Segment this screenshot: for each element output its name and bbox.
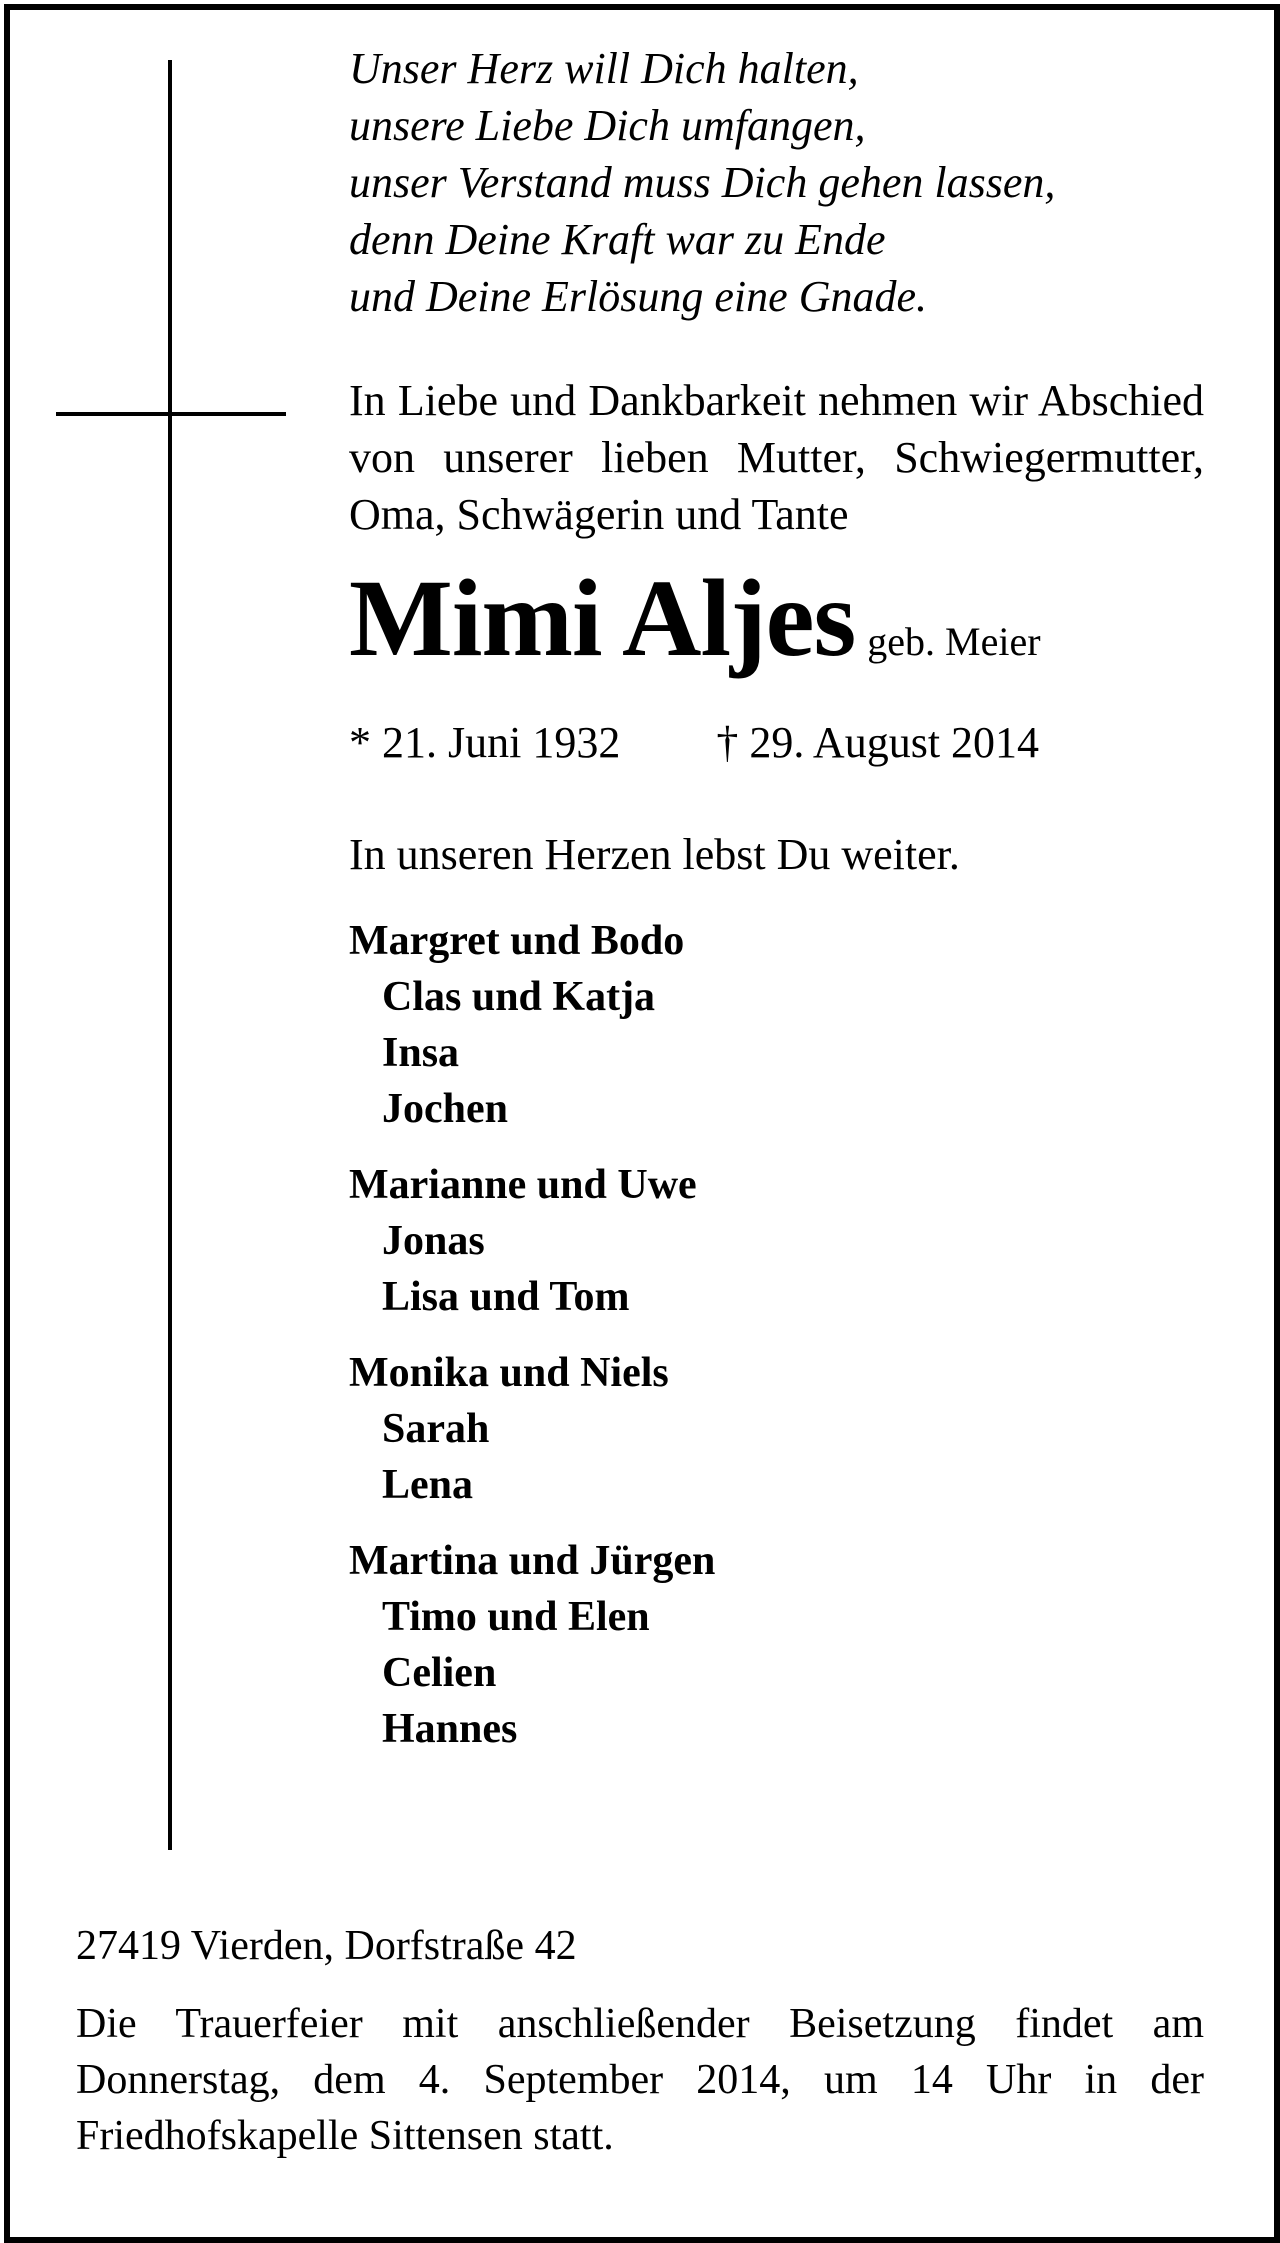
address: 27419 Vierden, Dorfstraße 42 [76, 1923, 577, 1969]
family-child: Celien [382, 1650, 497, 1696]
family-group [349, 1345, 1204, 1513]
family-child: Hannes [382, 1706, 518, 1752]
family-group [349, 1157, 1204, 1325]
intro-text: In Liebe und Dankbarkeit nehmen wir Abschied von unserer lieben Mutter, Schwiegermutter, Oma, Schwägerin und Tante [349, 376, 1204, 539]
mourners-list [349, 913, 1204, 1757]
poem-line: und Deine Erlösung eine Gnade. [349, 272, 927, 321]
poem-line: denn Deine Kraft war zu Ende [349, 215, 886, 264]
notice-footer [76, 1918, 1204, 2164]
birth-date: * 21. Juni 1932 [349, 718, 621, 767]
deceased-name-line [349, 557, 1204, 706]
poem [349, 40, 1204, 325]
family-parents: Margret und Bodo [349, 918, 685, 964]
family-child: Jonas [382, 1218, 485, 1264]
family-group [349, 913, 1204, 1137]
motto: In unseren Herzen lebst Du weiter. [349, 830, 960, 879]
ceremony-info: Die Trauerfeier mit anschließender Beisetzung findet am Donnerstag, dem 4. September 2014, um 14 Uhr in der Friedhofskapelle Sittensen statt. [76, 2001, 1204, 2159]
maiden-name: geb. Meier [867, 619, 1041, 664]
poem-line: unser Verstand muss Dich gehen lassen, [349, 158, 1056, 207]
notice-main-column [349, 40, 1204, 1777]
poem-line: Unser Herz will Dich halten, [349, 44, 859, 93]
cross-vertical-bar [168, 60, 172, 1850]
poem-line: unsere Liebe Dich umfangen, [349, 101, 866, 150]
family-group [349, 1533, 1204, 1757]
cross-horizontal-bar [56, 412, 286, 416]
life-dates [349, 714, 1204, 771]
family-child: Sarah [382, 1406, 490, 1452]
family-child: Jochen [382, 1086, 508, 1132]
family-parents: Monika und Niels [349, 1350, 669, 1396]
deceased-name: Mimi Aljes [349, 557, 856, 679]
family-child: Timo und Elen [382, 1594, 650, 1640]
death-date: † 29. August 2014 [716, 718, 1040, 767]
family-child: Clas und Katja [382, 974, 656, 1020]
family-child: Lena [382, 1462, 474, 1508]
family-parents: Martina und Jürgen [349, 1538, 716, 1584]
family-parents: Marianne und Uwe [349, 1162, 697, 1208]
family-child: Lisa und Tom [382, 1274, 630, 1320]
family-child: Insa [382, 1030, 460, 1076]
